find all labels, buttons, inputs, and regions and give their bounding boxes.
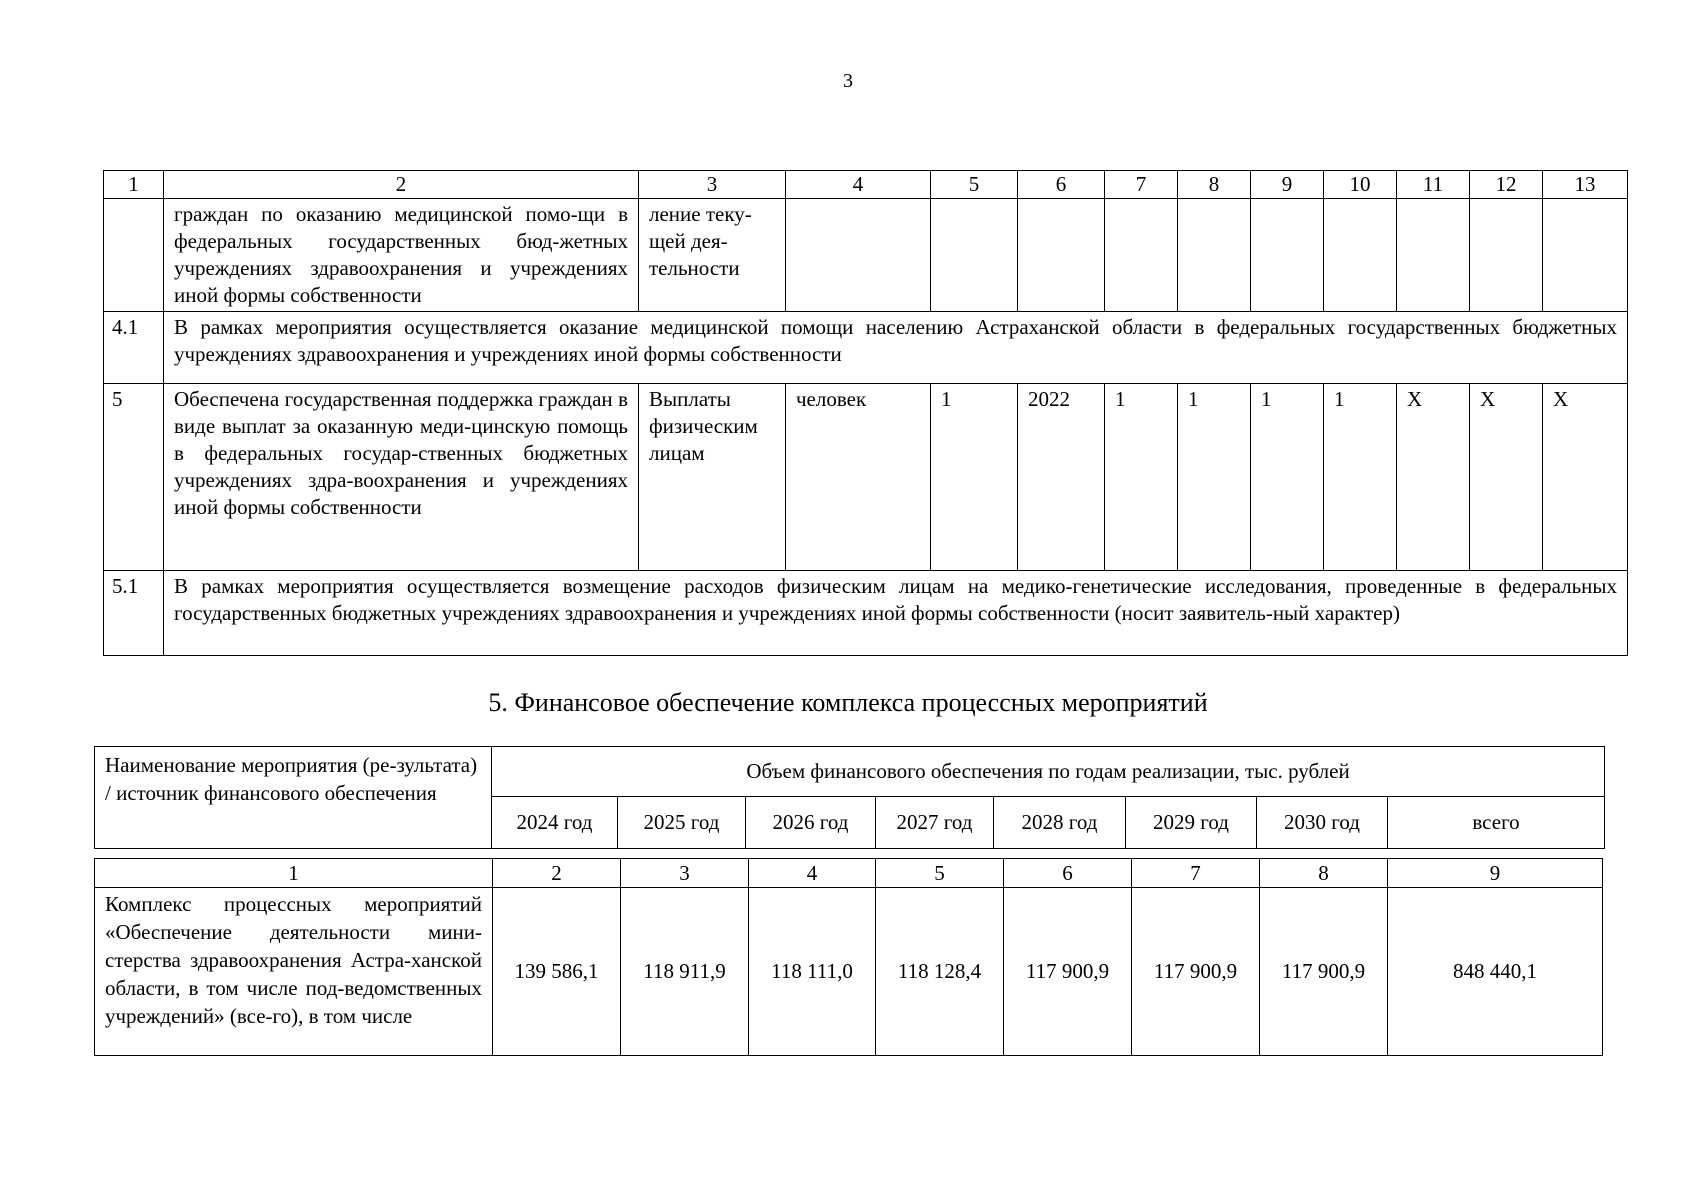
column-header: 7: [1105, 171, 1178, 199]
column-header: 6: [1004, 859, 1132, 888]
table-row: [104, 571, 1628, 656]
table-cell: [931, 199, 1018, 312]
table-cell: 1: [1178, 384, 1251, 571]
year-header: 2030 год: [1257, 797, 1388, 849]
financing-header-table: [94, 746, 1605, 849]
column-header: 3: [639, 171, 786, 199]
table-cell: [1251, 199, 1324, 312]
table-cell: 1: [1105, 384, 1178, 571]
table-cell: [786, 199, 931, 312]
column-header: 1: [95, 859, 493, 888]
value-cell: 118 128,4: [876, 888, 1004, 1056]
column-header: 7: [1132, 859, 1260, 888]
value-cell: 118 111,0: [749, 888, 876, 1056]
column-header: 2: [493, 859, 621, 888]
page-number: 3: [843, 70, 853, 92]
column-header: 10: [1324, 171, 1397, 199]
column-header: 6: [1018, 171, 1105, 199]
row-description: В рамках мероприятия осуществляется возмещение расходов физическим лицам на медико-генетические исследования, проведенные в федеральных государственных бюджетных учреждениях здравоохранения и учреждениях иной формы собственности (носит заявитель-ный характер): [164, 571, 1628, 656]
section-title: 5. Финансовое обеспечение комплекса процессных мероприятий: [488, 688, 1208, 717]
column-header: 12: [1470, 171, 1543, 199]
name-column-header: Наименование мероприятия (ре-зультата) / источник финансового обеспечения: [95, 747, 492, 849]
table-cell: [1470, 199, 1543, 312]
result-type: Выплаты физическим лицам: [639, 384, 786, 571]
value-cell: 117 900,9: [1004, 888, 1132, 1056]
column-header: 1: [104, 171, 164, 199]
column-header: 4: [786, 171, 931, 199]
table-cell: граждан по оказанию медицинской помо-щи в федеральных государственных бюд-жетных учреждениях здравоохранения и учреждениях иной формы собственности: [164, 199, 639, 312]
table-cell: 2022: [1018, 384, 1105, 571]
row-number: 5: [104, 384, 164, 571]
year-header: 2029 год: [1126, 797, 1257, 849]
table-cell: [1178, 199, 1251, 312]
table-header-row: [104, 171, 1628, 199]
column-header: 11: [1397, 171, 1470, 199]
column-header: 8: [1178, 171, 1251, 199]
table-row: [95, 888, 1603, 1056]
year-header: 2027 год: [876, 797, 994, 849]
table-cell: [1543, 199, 1628, 312]
unit-cell: человек: [786, 384, 931, 571]
results-table: [103, 170, 1628, 656]
year-header: 2028 год: [994, 797, 1126, 849]
year-header: 2026 год: [746, 797, 876, 849]
value-cell: 117 900,9: [1132, 888, 1260, 1056]
column-header: 9: [1388, 859, 1603, 888]
total-cell: 848 440,1: [1388, 888, 1603, 1056]
column-header: 13: [1543, 171, 1628, 199]
table-cell: Х: [1470, 384, 1543, 571]
table-header-row: [95, 859, 1603, 888]
table-cell: Х: [1543, 384, 1628, 571]
column-header: 3: [621, 859, 749, 888]
table-row: [104, 384, 1628, 571]
table-cell: [1018, 199, 1105, 312]
table-cell: [1105, 199, 1178, 312]
row-number: 5.1: [104, 571, 164, 656]
year-header: 2024 год: [492, 797, 618, 849]
value-cell: 139 586,1: [493, 888, 621, 1056]
column-header: 4: [749, 859, 876, 888]
table-cell: 1: [931, 384, 1018, 571]
result-name: Обеспечена государственная поддержка граждан в виде выплат за оказанную меди-цинскую помощь в федеральных государ-ственных бюджетных учреждениях здра-воохранения и учреждениях иной формы собственности: [164, 384, 639, 571]
year-header: 2025 год: [618, 797, 746, 849]
table-row: [104, 199, 1628, 312]
column-header: 9: [1251, 171, 1324, 199]
complex-name: Комплекс процессных мероприятий «Обеспечение деятельности мини-стерства здравоохранения Астра-ханской области, в том числе под-ведомственных учреждений» (все-го), в том числе: [95, 888, 493, 1056]
column-header: 5: [876, 859, 1004, 888]
column-header: 2: [164, 171, 639, 199]
financing-table: [94, 858, 1603, 1056]
table-header-row: [95, 747, 1605, 797]
table-cell: 1: [1324, 384, 1397, 571]
table-cell: 1: [1251, 384, 1324, 571]
table-cell: Х: [1397, 384, 1470, 571]
row-description: В рамках мероприятия осуществляется оказание медицинской помощи населению Астраханской области в федеральных государственных бюджетных учреждениях здравоохранения и учреждениях иной формы собственности: [164, 312, 1628, 384]
value-cell: 118 911,9: [621, 888, 749, 1056]
table-cell: [104, 199, 164, 312]
group-header: Объем финансового обеспечения по годам реализации, тыс. рублей: [492, 747, 1605, 797]
table-cell: ление теку-щей дея-тельности: [639, 199, 786, 312]
column-header: 5: [931, 171, 1018, 199]
row-number: 4.1: [104, 312, 164, 384]
table-row: [104, 312, 1628, 384]
total-header: всего: [1388, 797, 1605, 849]
value-cell: 117 900,9: [1260, 888, 1388, 1056]
table-cell: [1397, 199, 1470, 312]
table-cell: [1324, 199, 1397, 312]
column-header: 8: [1260, 859, 1388, 888]
